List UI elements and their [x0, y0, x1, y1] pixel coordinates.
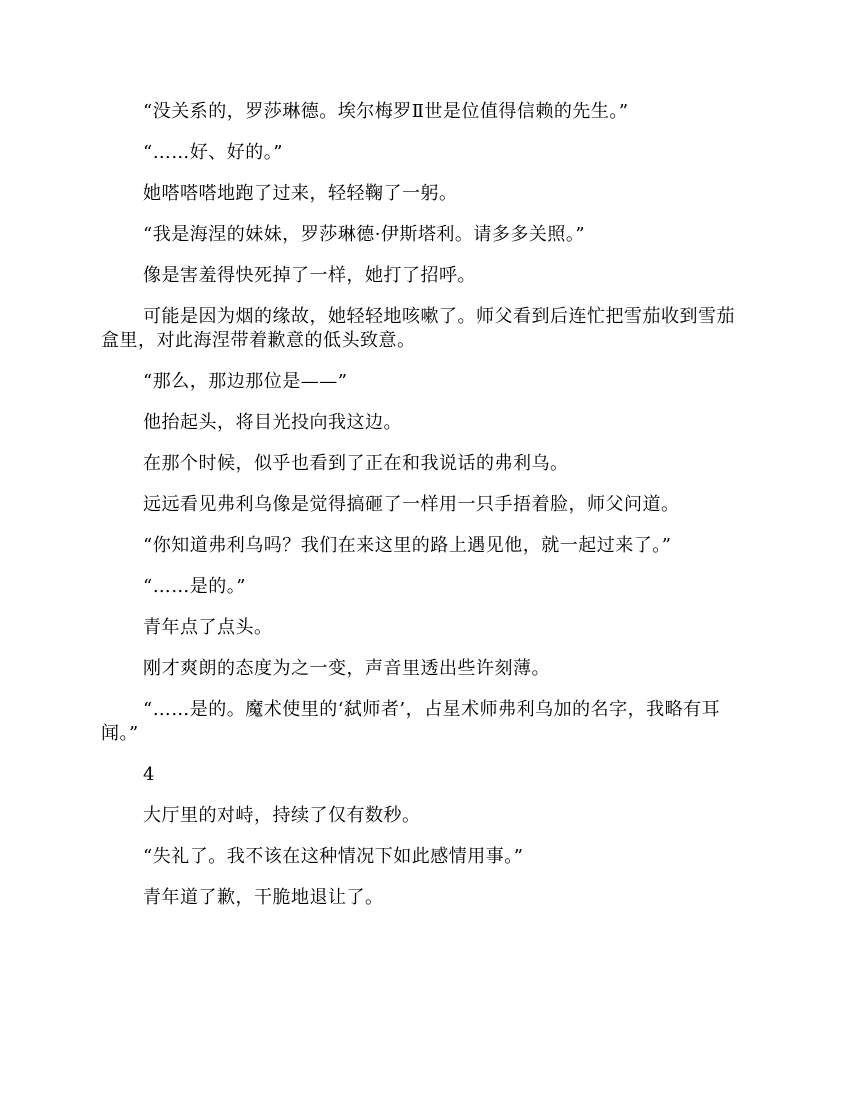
- paragraph: 青年点了点头。: [143, 617, 273, 638]
- paragraph: 刚才爽朗的态度为之一变，声音里透出些许刻薄。: [143, 658, 550, 679]
- paragraph: 可能是因为烟的缘故，她轻轻地咳嗽了。师父看到后连忙把雪茄收到雪茄盒里，对此海涅带着歉意的低头致意。: [101, 306, 735, 351]
- paragraph: “那么，那边那位是——”: [143, 371, 348, 392]
- paragraph: “……是的。”: [143, 576, 246, 597]
- paragraph: 像是害羞得快死掉了一样，她打了招呼。: [143, 265, 476, 286]
- paragraph: “……是的。魔术使里的‘弑师者’，占星术师弗利乌加的名字，我略有耳闻。”: [101, 699, 721, 744]
- paragraph: 她嗒嗒嗒地跑了过来，轻轻鞠了一躬。: [143, 183, 458, 204]
- paragraph: “我是海涅的妹妹，罗莎琳德·伊斯塔利。请多多关照。”: [143, 224, 586, 245]
- paragraph: “失礼了。我不该在这种情况下如此感情用事。”: [143, 846, 524, 867]
- paragraph: 在那个时候，似乎也看到了正在和我说话的弗利乌。: [143, 453, 569, 474]
- paragraph: 青年道了歉，干脆地退让了。: [143, 887, 384, 908]
- paragraph: “没关系的，罗莎琳德。埃尔梅罗Ⅱ世是位值得信赖的先生。”: [143, 101, 629, 122]
- paragraph: 远远看见弗利乌像是觉得搞砸了一样用一只手捂着脸，师父问道。: [143, 494, 680, 515]
- paragraph: “……好、好的。”: [143, 142, 283, 163]
- paragraph: 他抬起头，将目光投向我这边。: [143, 412, 402, 433]
- paragraph: “你知道弗利乌吗？我们在来这里的路上遇见他，就一起过来了。”: [143, 535, 672, 556]
- section-number: 4: [143, 764, 155, 785]
- paragraph: 大厅里的对峙，持续了仅有数秒。: [143, 805, 421, 826]
- document-body: [101, 100, 749, 927]
